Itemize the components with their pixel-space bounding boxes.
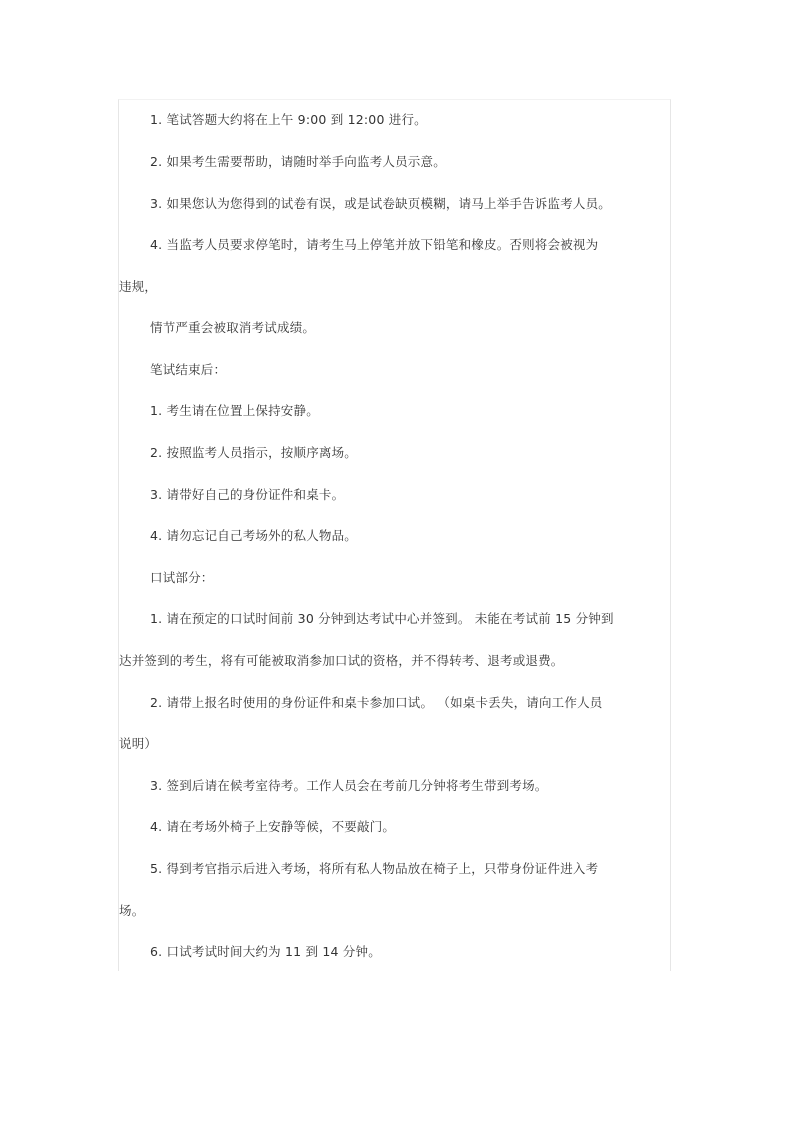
after-written-rule-3: 3. 请带好自己的身份证件和桌卡。 xyxy=(150,487,345,502)
written-rule-1: 1. 笔试答题大约将在上午 9:00 到 12:00 进行。 xyxy=(150,112,427,127)
written-rule-2: 2. 如果考生需要帮助，请随时举手向监考人员示意。 xyxy=(150,154,446,169)
section-heading-after-written: 笔试结束后： xyxy=(150,362,227,377)
written-rule-4-continued-2: 情节严重会被取消考试成绩。 xyxy=(150,320,316,335)
oral-rule-5-continued: 场。 xyxy=(119,903,145,918)
written-rule-4-continued: 违规， xyxy=(119,279,158,294)
written-rule-3: 3. 如果您认为您得到的试卷有误，或是试卷缺页模糊，请马上举手告诉监考人员。 xyxy=(150,196,612,211)
section-heading-oral: 口试部分： xyxy=(150,570,214,585)
oral-rule-2-continued: 说明） xyxy=(119,736,158,751)
after-written-rule-2: 2. 按照监考人员指示，按顺序离场。 xyxy=(150,445,358,460)
oral-rule-3: 3. 签到后请在候考室待考。工作人员会在考前几分钟将考生带到考场。 xyxy=(150,778,548,793)
after-written-rule-1: 1. 考生请在位置上保持安静。 xyxy=(150,403,319,418)
after-written-rule-4: 4. 请勿忘记自己考场外的私人物品。 xyxy=(150,528,358,543)
oral-rule-6: 6. 口试考试时间大约为 11 到 14 分钟。 xyxy=(150,944,381,959)
oral-rule-2: 2. 请带上报名时使用的身份证件和桌卡参加口试。 （如桌卡丢失，请向工作人员 xyxy=(150,695,603,710)
written-rule-4: 4. 当监考人员要求停笔时，请考生马上停笔并放下铅笔和橡皮。否则将会被视为 xyxy=(150,237,599,252)
oral-rule-5: 5. 得到考官指示后进入考场，将所有私人物品放在椅子上，只带身份证件进入考 xyxy=(150,861,599,876)
oral-rule-4: 4. 请在考场外椅子上安静等候，不要敲门。 xyxy=(150,819,396,834)
oral-rule-1: 1. 请在预定的口试时间前 30 分钟到达考试中心并签到。 未能在考试前 15 分钟到 xyxy=(150,611,614,626)
oral-rule-1-continued: 达并签到的考生，将有可能被取消参加口试的资格，并不得转考、退考或退费。 xyxy=(119,653,564,668)
